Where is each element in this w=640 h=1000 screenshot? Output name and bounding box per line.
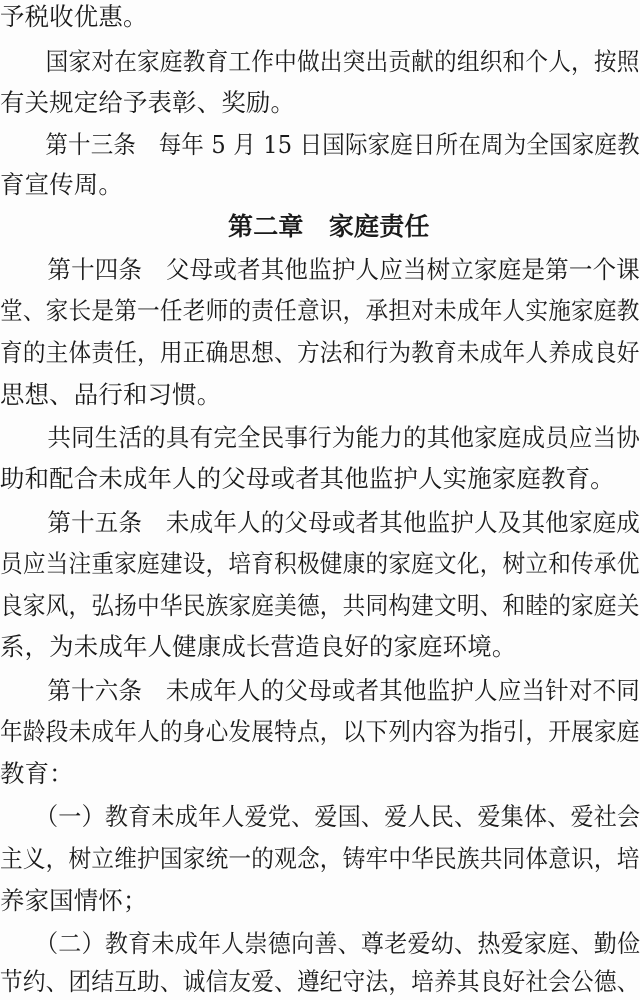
text-line: 思想、品行和习惯。 bbox=[0, 380, 222, 409]
text-line: 予税收优惠。 bbox=[0, 2, 148, 31]
text-line: 年龄段未成年人的身心发展特点，以下列内容为指引，开展家庭 bbox=[0, 717, 640, 746]
text-line: 有关规定给予表彰、奖励。 bbox=[0, 88, 296, 117]
text-line: 共同生活的具有完全民事行为能力的其他家庭成员应当协 bbox=[0, 423, 640, 452]
text-line: 第十四条 父母或者其他监护人应当树立家庭是第一个课 bbox=[0, 255, 640, 284]
text-line: 第十五条 未成年人的父母或者其他监护人及其他家庭成 bbox=[0, 508, 640, 537]
text-line: 良家风，弘扬中华民族家庭美德，共同构建文明、和睦的家庭关 bbox=[0, 591, 640, 620]
text-line: 育的主体责任，用正确思想、方法和行为教育未成年人养成良好 bbox=[0, 338, 640, 367]
text-line: 教育： bbox=[0, 759, 74, 788]
text-line: 国家对在家庭教育工作中做出突出贡献的组织和个人，按照 bbox=[0, 47, 640, 76]
text-line: 员应当注重家庭建设，培育积极健康的家庭文化，树立和传承优 bbox=[0, 549, 640, 578]
text-line: 第十六条 未成年人的父母或者其他监护人应当针对不同 bbox=[0, 676, 640, 705]
text-line: 第十三条 每年 5 月 15 日国际家庭日所在周为全国家庭教 bbox=[0, 130, 640, 159]
text-line: 主义，树立维护国家统一的观念，铸牢中华民族共同体意识，培 bbox=[0, 844, 640, 873]
text-line: 系，为未成年人健康成长营造良好的家庭环境。 bbox=[0, 632, 517, 661]
chapter-title: 第二章 家庭责任 bbox=[228, 212, 430, 241]
text-line: （一）教育未成年人爱党、爱国、爱人民、爱集体、爱社会 bbox=[0, 802, 640, 831]
text-line: 节约、团结互助、诚信友爱、遵纪守法，培养其良好社会公德、 bbox=[0, 967, 640, 996]
text-line: 堂、家长是第一任老师的责任意识，承担对未成年人实施家庭教 bbox=[0, 296, 640, 325]
text-line: 助和配合未成年人的父母或者其他监护人实施家庭教育。 bbox=[0, 464, 615, 493]
text-line: 养家国情怀； bbox=[0, 886, 148, 915]
text-line: （二）教育未成年人崇德向善、尊老爱幼、热爱家庭、勤俭 bbox=[0, 929, 640, 958]
text-line: 育宣传周。 bbox=[0, 170, 123, 199]
